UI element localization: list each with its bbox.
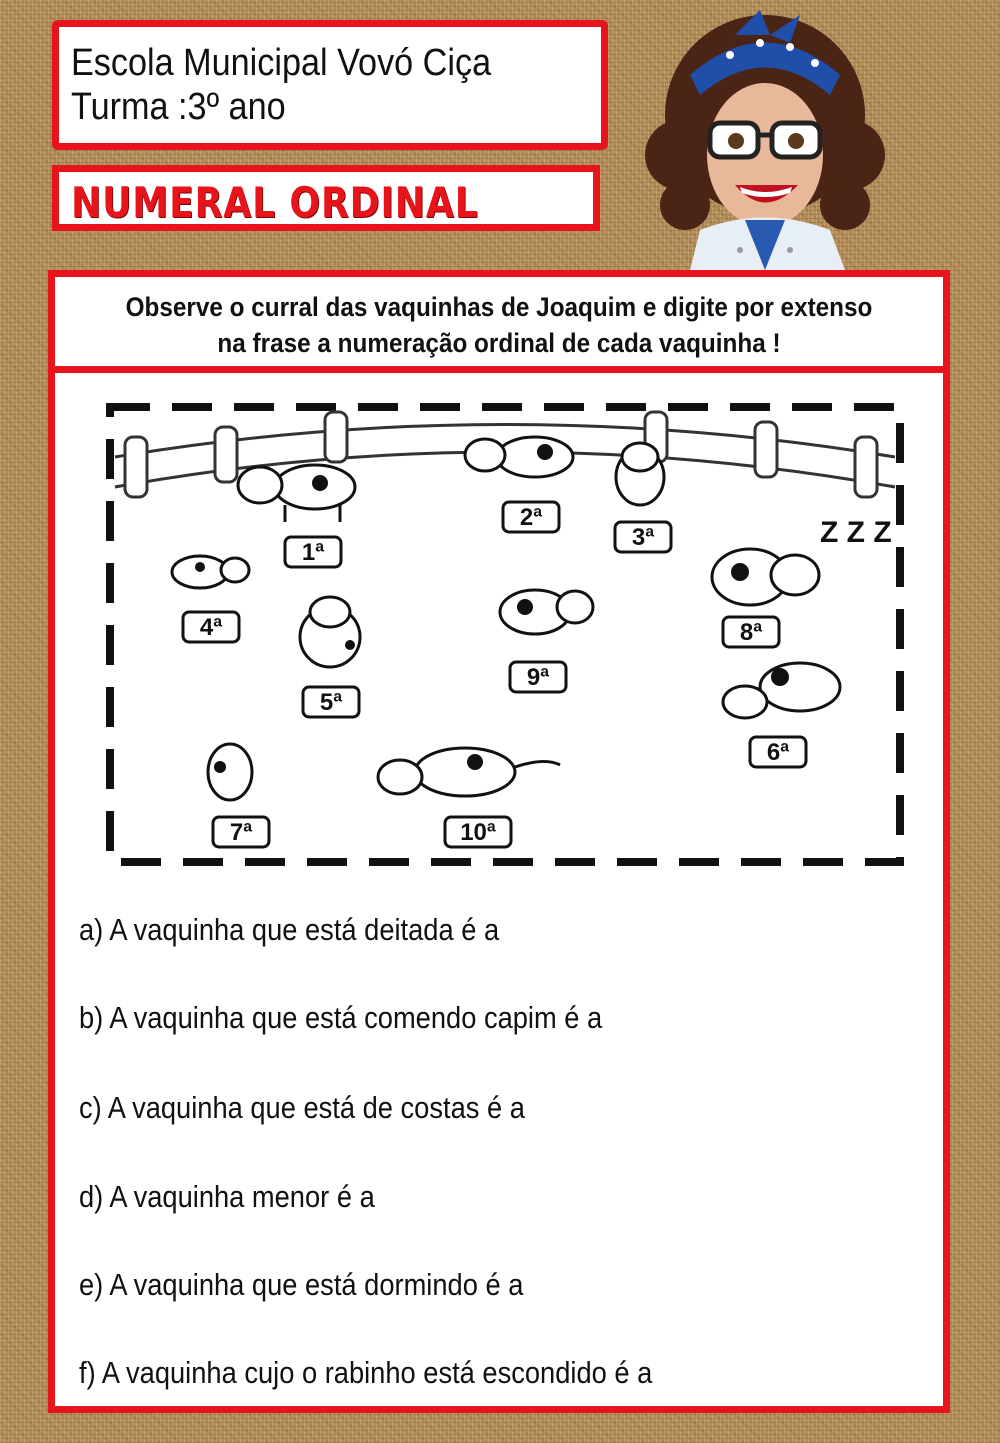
label-2-badge [503, 502, 559, 532]
instructions-line-1: Observe o curral das vaquinhas de Joaquim e digite por extenso [125, 292, 873, 322]
label-9-badge [510, 662, 566, 692]
label-9: 9ª [526, 664, 550, 691]
cow-3 [616, 443, 664, 505]
sleep-text: Z Z Z [820, 516, 892, 549]
teacher-avatar [640, 5, 900, 270]
cow-7 [208, 744, 252, 800]
cow-8 [712, 549, 819, 605]
label-1: 1ª [301, 539, 325, 566]
question-a: a) A vaquinha que está deitada é a [79, 912, 500, 947]
cow-pen-illustration [105, 397, 905, 867]
label-4: 4ª [199, 614, 223, 641]
title-box [52, 165, 600, 231]
question-f: f) A vaquinha cujo o rabinho está escondido é a [79, 1355, 653, 1390]
instructions-line-2: na frase a numeração ordinal de cada vaquinha ! [217, 328, 781, 358]
activity-box [48, 270, 950, 1413]
label-6-badge [750, 737, 806, 767]
class-name: Turma :3º ano [71, 86, 286, 128]
cow-6 [723, 663, 840, 718]
label-8: 8ª [739, 619, 763, 646]
cow-1 [238, 465, 355, 522]
label-10-badge [445, 817, 511, 847]
question-c: c) A vaquinha que está de costas é a [79, 1090, 525, 1125]
label-10: 10ª [460, 819, 496, 846]
cow-4 [172, 556, 249, 588]
label-6: 6ª [766, 739, 790, 766]
question-e: e) A vaquinha que está dormindo é a [79, 1267, 524, 1302]
school-name: Escola Municipal Vovó Ciça [71, 42, 492, 84]
question-d: d) A vaquinha menor é a [79, 1179, 375, 1214]
label-8-badge [723, 617, 779, 647]
cow-2 [465, 437, 573, 477]
instructions-box [55, 277, 943, 373]
label-5: 5ª [319, 689, 343, 716]
school-header-box [52, 20, 608, 150]
label-7: 7ª [229, 819, 253, 846]
cow-9 [500, 590, 593, 634]
cow-5 [300, 597, 360, 667]
question-b: b) A vaquinha que está comendo capim é a [79, 1000, 603, 1035]
label-3: 3ª [631, 524, 655, 551]
label-2: 2ª [519, 504, 543, 531]
label-5-badge [303, 687, 359, 717]
label-4-badge [183, 612, 239, 642]
cow-10 [378, 748, 560, 796]
label-3-badge [615, 522, 671, 552]
label-1-badge [285, 537, 341, 567]
label-7-badge [213, 817, 269, 847]
page-title: NUMERAL ORDINAL [71, 178, 479, 227]
